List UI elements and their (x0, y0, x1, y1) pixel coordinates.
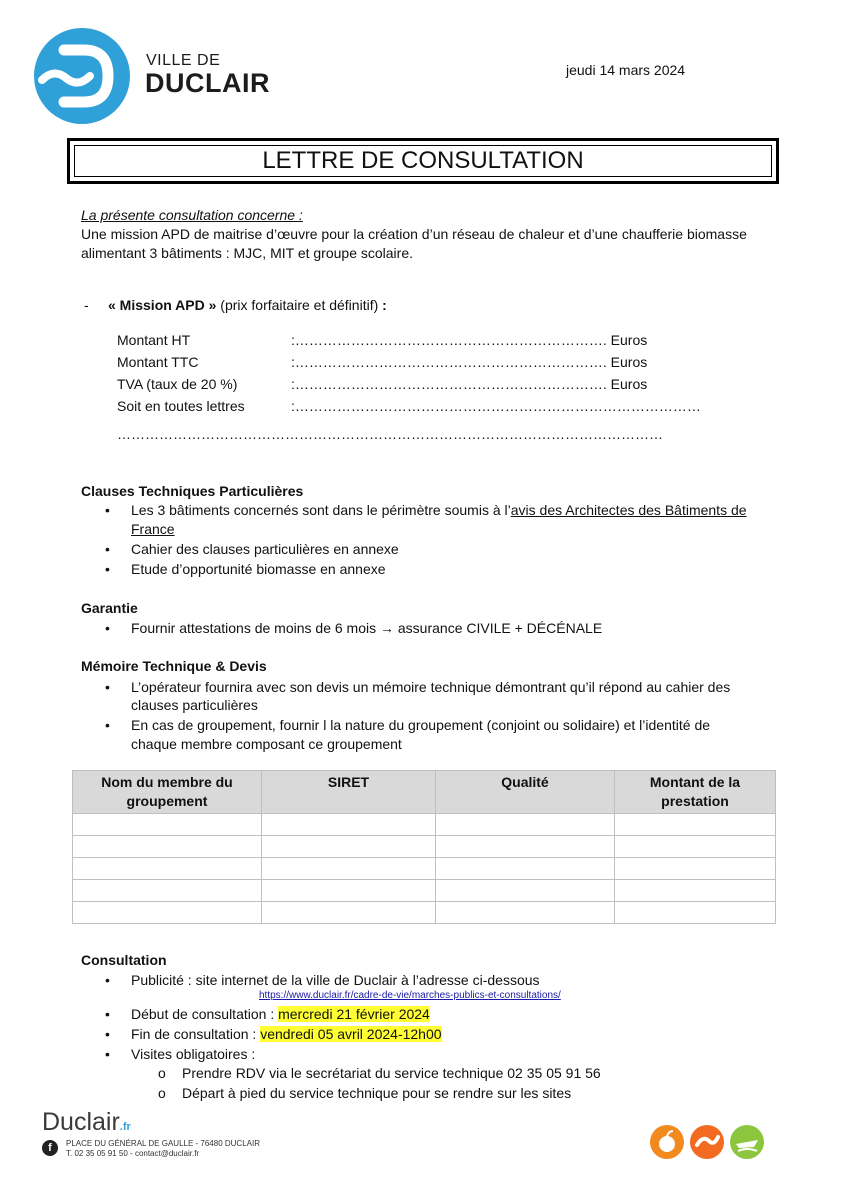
logo-line1: VILLE DE (146, 52, 221, 69)
footer-brand-name: Duclair (42, 1108, 120, 1136)
table-cell[interactable] (262, 902, 436, 924)
city-logo (34, 28, 130, 124)
table-cell[interactable] (73, 836, 262, 858)
facebook-icon[interactable]: f (42, 1140, 58, 1156)
memoire-item-2b: chaque membre composant ce groupement (131, 736, 402, 752)
consultation-heading: Consultation (81, 952, 167, 968)
table-cell[interactable] (615, 814, 776, 836)
table-cell[interactable] (436, 880, 615, 902)
footer-address-line2: T. 02 35 05 91 50 - contact@duclair.fr (66, 1149, 200, 1158)
lettres-field-cont: ……………………………………………………………………………………………………… (117, 426, 663, 442)
bullet: • (105, 620, 110, 636)
mission-name: « Mission APD » (108, 297, 217, 313)
page-title: LETTRE DE CONSULTATION (74, 145, 772, 177)
table-row (73, 880, 776, 902)
river-icon (690, 1125, 724, 1159)
boat-icon (730, 1125, 764, 1159)
clause-item-2: Cahier des clauses particulières en annexe (131, 541, 399, 557)
debut-label: Début de consultation : (131, 1006, 279, 1022)
montant-ht-label: Montant HT (117, 332, 191, 348)
clause-item-1-text: Les 3 bâtiments concernés sont dans le périmètre soumis à l’ (131, 502, 511, 518)
table-cell[interactable] (615, 836, 776, 858)
clause-item-1 (131, 501, 747, 520)
clause-item-3: Etude d’opportunité biomasse en annexe (131, 561, 386, 577)
mission-desc: (prix forfaitaire et définitif) (220, 297, 379, 313)
bullet: • (105, 1046, 110, 1062)
montant-ttc-field: :…………………………………………………………. Euros (291, 354, 648, 370)
table-header-row (73, 771, 776, 814)
table-cell[interactable] (73, 814, 262, 836)
visites-text: Visites obligatoires : (131, 1046, 256, 1062)
table-cell[interactable] (436, 902, 615, 924)
fin-line (131, 1025, 442, 1044)
col-nom: Nom du membre du groupement (73, 771, 262, 814)
debut-line (131, 1005, 430, 1024)
table-cell[interactable] (73, 902, 262, 924)
montant-ht-field: :…………………………………………………………. Euros (291, 332, 648, 348)
intro-line1: Une mission APD de maitrise d’œuvre pour la création d’un réseau de chaleur et d’une chaufferie biomasse (81, 226, 747, 242)
table-cell[interactable] (615, 902, 776, 924)
bullet: • (105, 561, 110, 577)
table-cell[interactable] (73, 858, 262, 880)
abf-link-b: France (131, 521, 175, 537)
debut-date: mercredi 21 février 2024 (278, 1006, 430, 1022)
table-row (73, 858, 776, 880)
lettres-field: :…………………………………………………………………………… (291, 398, 701, 414)
bullet: • (105, 972, 110, 988)
memoire-heading: Mémoire Technique & Devis (81, 658, 267, 674)
table-cell[interactable] (436, 814, 615, 836)
memoire-item-2a: En cas de groupement, fournir l la nature du groupement (conjoint ou solidaire) et l’identité de (131, 717, 711, 733)
publicite-text: Publicité : site internet de la ville de Duclair à l’adresse ci-dessous (131, 972, 540, 988)
mission-colon: : (382, 297, 387, 313)
footer-brand-suffix: .fr (119, 1121, 131, 1133)
table-cell[interactable] (615, 880, 776, 902)
sub-bullet: o (158, 1085, 166, 1101)
intro-heading: La présente consultation concerne : (81, 207, 303, 223)
col-montant: Montant de la prestation (615, 771, 776, 814)
table-cell[interactable] (262, 814, 436, 836)
table-cell[interactable] (262, 858, 436, 880)
mission-line (108, 296, 387, 315)
table-cell[interactable] (436, 836, 615, 858)
groupement-table (72, 770, 776, 924)
mission-dash: - (84, 297, 89, 313)
bullet: • (105, 717, 110, 733)
table-row (73, 814, 776, 836)
col-qualite: Qualité (436, 771, 615, 814)
tva-field: :…………………………………………………………. Euros (291, 376, 648, 392)
bullet: • (105, 1006, 110, 1022)
consultation-url-link[interactable]: https://www.duclair.fr/cadre-de-vie/marches-publics-et-consultations/ (259, 990, 561, 1001)
intro-line2: alimentant 3 bâtiments : MJC, MIT et groupe scolaire. (81, 245, 413, 261)
visite-sub-1: Prendre RDV via le secrétariat du service technique 02 35 05 91 56 (182, 1065, 601, 1081)
memoire-item-1a: L’opérateur fournira avec son devis un mémoire technique démontrant qu’il répond au cahier des (131, 679, 731, 695)
abf-link-a: avis des Architectes des Bâtiments de (510, 502, 747, 518)
logo-line2: DUCLAIR (145, 68, 270, 98)
fin-date: vendredi 05 avril 2024-12h00 (260, 1026, 442, 1042)
title-frame (67, 138, 779, 184)
bullet: • (105, 502, 110, 518)
bullet: • (105, 679, 110, 695)
document-date: jeudi 14 mars 2024 (566, 62, 686, 78)
table-row (73, 902, 776, 924)
table-row (73, 836, 776, 858)
clauses-heading: Clauses Techniques Particulières (81, 483, 304, 499)
lettres-label: Soit en toutes lettres (117, 398, 245, 414)
table-cell[interactable] (73, 880, 262, 902)
garantie-heading: Garantie (81, 600, 138, 616)
footer-address (66, 1139, 260, 1159)
table-cell[interactable] (262, 880, 436, 902)
bullet: • (105, 1026, 110, 1042)
table-cell[interactable] (615, 858, 776, 880)
footer-address-line1: PLACE DU GÉNÉRAL DE GAULLE - 76480 DUCLAIR (66, 1139, 260, 1148)
logo-d-icon (34, 28, 130, 124)
table-cell[interactable] (262, 836, 436, 858)
table-cell[interactable] (436, 858, 615, 880)
bullet: • (105, 541, 110, 557)
col-siret: SIRET (262, 771, 436, 814)
garantie-item-1: Fournir attestations de moins de 6 mois → assurance CIVILE + DÉCÉNALE (131, 620, 603, 636)
sub-bullet: o (158, 1065, 166, 1081)
montant-ttc-label: Montant TTC (117, 354, 199, 370)
tva-label: TVA (taux de 20 %) (117, 376, 238, 392)
fin-label: Fin de consultation : (131, 1026, 261, 1042)
visite-sub-2: Départ à pied du service technique pour se rendre sur les sites (182, 1085, 572, 1101)
footer-brand (42, 1108, 131, 1137)
memoire-item-1b: clauses particulières (131, 697, 258, 713)
fruit-icon (650, 1125, 684, 1159)
